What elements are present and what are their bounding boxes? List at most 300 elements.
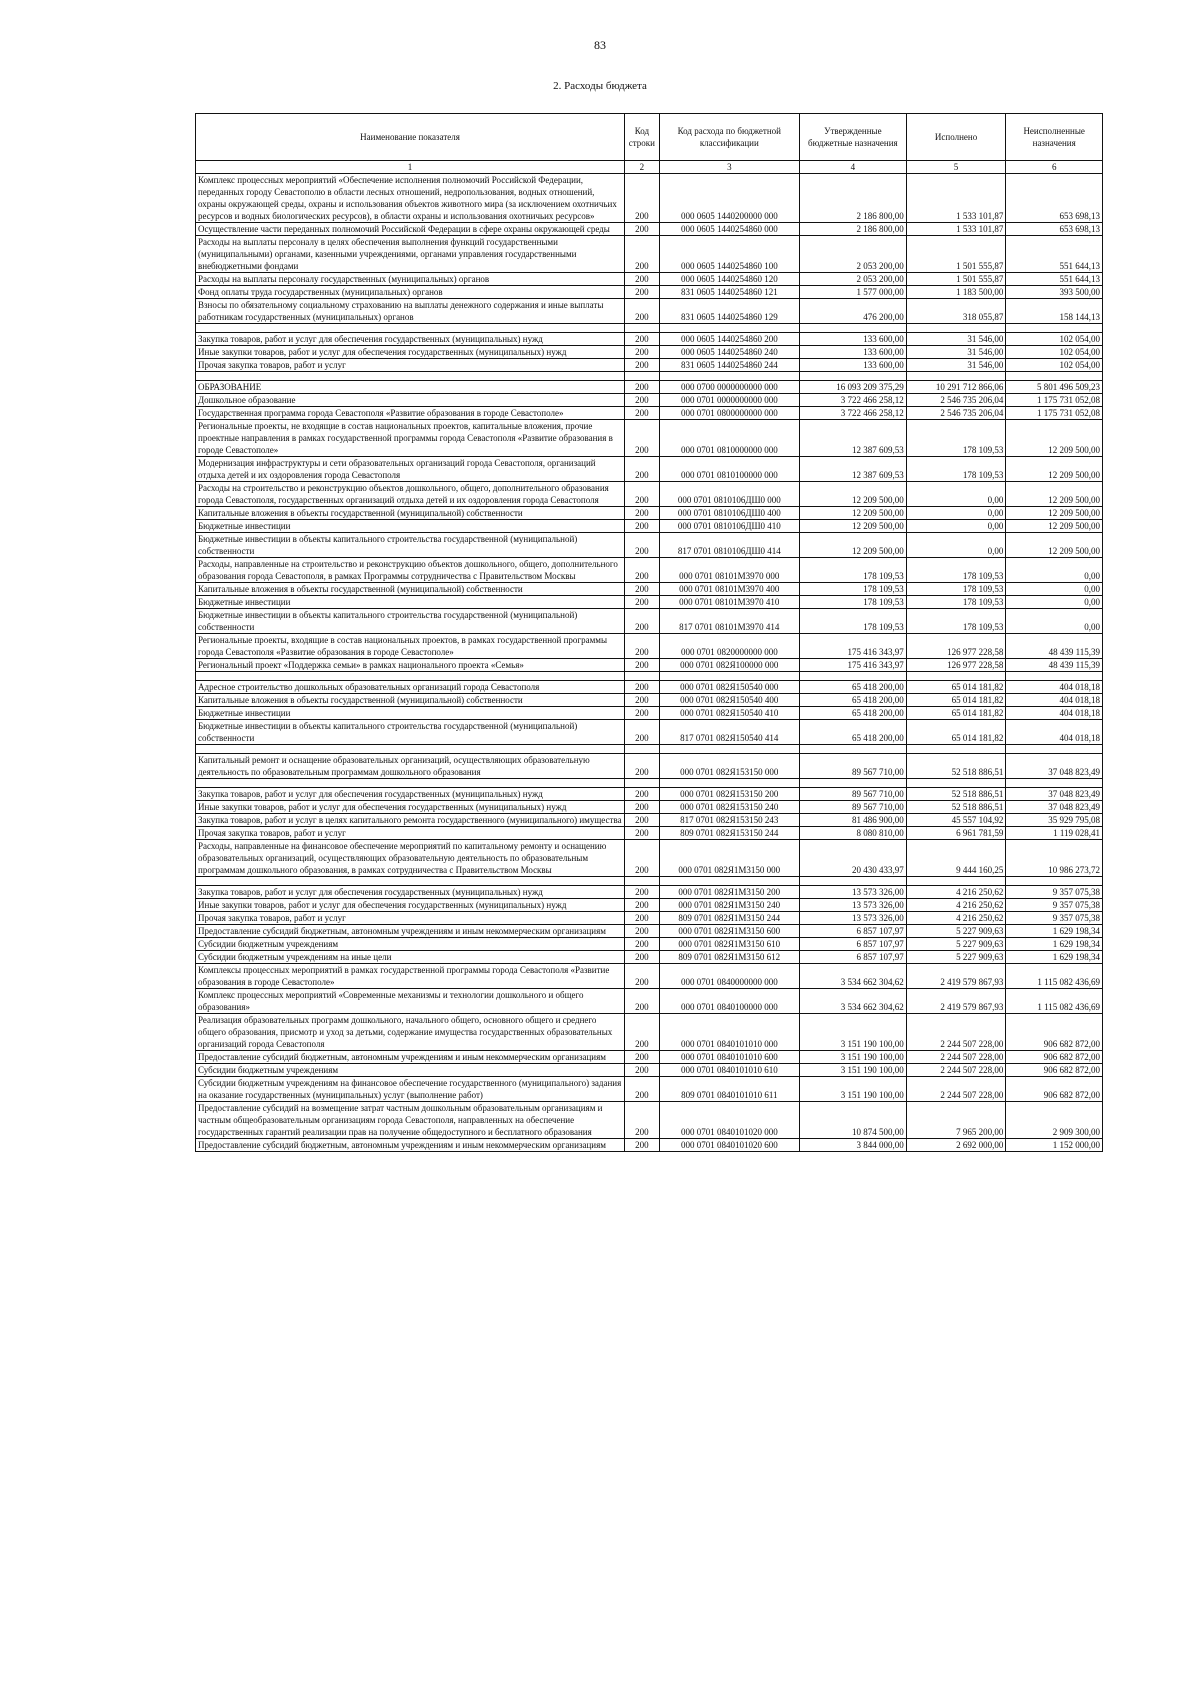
row-name: Субсидии бюджетным учреждениям [196, 1064, 625, 1077]
row-classification-code: 000 0701 082Я153150 200 [659, 788, 799, 801]
row-unexecuted-amount: 653 698,13 [1006, 223, 1103, 236]
column-header-classification: Код расхода по бюджетной классификации [659, 114, 799, 161]
row-executed-amount: 5 227 909,63 [906, 951, 1006, 964]
row-executed-amount: 178 109,53 [906, 558, 1006, 583]
row-unexecuted-amount: 404 018,18 [1006, 707, 1103, 720]
table-row [196, 286, 1103, 299]
row-approved-amount: 1 577 000,00 [799, 286, 906, 299]
row-classification-code: 000 0701 0840101010 600 [659, 1051, 799, 1064]
row-unexecuted-amount: 0,00 [1006, 558, 1103, 583]
row-executed-amount: 5 227 909,63 [906, 938, 1006, 951]
row-classification-code: 000 0701 082Я1M3150 000 [659, 840, 799, 877]
row-name: Комплекс процессных мероприятий «Обеспечение исполнения полномочий Российской Федерации, переданных городу Севастополю в области лесных отношений, недропользования, водных отношений, охраны окружающей среды, охраны и использования объектов животного мира (за исключением охотничьих ресурсов и водных биологических ресурсов), в области охраны и использования охотничьих ресурсов» [196, 174, 625, 223]
table-row [196, 457, 1103, 482]
row-name: ОБРАЗОВАНИЕ [196, 381, 625, 394]
row-name: Капитальный ремонт и оснащение образовательных организаций, осуществляющих образовательную деятельность по образовательным программам дошкольного образования [196, 754, 625, 779]
row-classification-code: 809 0701 082Я1M3150 244 [659, 912, 799, 925]
row-name: Иные закупки товаров, работ и услуг для обеспечения государственных (муниципальных) нужд [196, 801, 625, 814]
row-unexecuted-amount: 0,00 [1006, 609, 1103, 634]
row-unexecuted-amount: 102 054,00 [1006, 333, 1103, 346]
table-row [196, 333, 1103, 346]
row-classification-code: 817 0701 08101M3970 414 [659, 609, 799, 634]
row-classification-code: 000 0605 1440254860 200 [659, 333, 799, 346]
row-approved-amount: 6 857 107,97 [799, 938, 906, 951]
table-row [196, 801, 1103, 814]
row-executed-amount: 65 014 181,82 [906, 707, 1006, 720]
row-unexecuted-amount: 48 439 115,39 [1006, 659, 1103, 672]
row-classification-code: 817 0701 082Я153150 243 [659, 814, 799, 827]
row-classification-code: 000 0701 082Я153150 000 [659, 754, 799, 779]
column-number: 4 [799, 161, 906, 174]
table-row [196, 951, 1103, 964]
row-classification-code: 000 0701 0840101020 600 [659, 1139, 799, 1152]
row-approved-amount: 12 387 609,53 [799, 420, 906, 457]
table-row [196, 583, 1103, 596]
row-executed-amount: 1 501 555,87 [906, 236, 1006, 273]
row-executed-amount: 178 109,53 [906, 609, 1006, 634]
row-executed-amount: 4 216 250,62 [906, 899, 1006, 912]
row-unexecuted-amount: 1 115 082 436,69 [1006, 964, 1103, 989]
table-row [196, 394, 1103, 407]
row-name: Бюджетные инвестиции в объекты капитального строительства государственной (муниципальной) собственности [196, 720, 625, 745]
table-row [196, 420, 1103, 457]
table-row [196, 788, 1103, 801]
row-executed-amount: 2 546 735 206,04 [906, 394, 1006, 407]
table-row [196, 694, 1103, 707]
row-executed-amount: 2 419 579 867,93 [906, 989, 1006, 1014]
table-row [196, 925, 1103, 938]
row-approved-amount: 3 151 190 100,00 [799, 1077, 906, 1102]
row-unexecuted-amount: 1 175 731 052,08 [1006, 407, 1103, 420]
section-title: 2. Расходы бюджета [553, 80, 647, 92]
row-executed-amount: 318 055,87 [906, 299, 1006, 324]
table-row [196, 346, 1103, 359]
row-line-code: 200 [625, 407, 660, 420]
row-unexecuted-amount: 551 644,13 [1006, 236, 1103, 273]
row-approved-amount: 133 600,00 [799, 333, 906, 346]
row-line-code: 200 [625, 840, 660, 877]
row-line-code: 200 [625, 533, 660, 558]
row-approved-amount: 65 418 200,00 [799, 694, 906, 707]
row-approved-amount: 3 151 190 100,00 [799, 1051, 906, 1064]
row-name: Капитальные вложения в объекты государственной (муниципальной) собственности [196, 583, 625, 596]
row-executed-amount: 2 692 000,00 [906, 1139, 1006, 1152]
row-approved-amount: 178 109,53 [799, 558, 906, 583]
row-line-code: 200 [625, 814, 660, 827]
row-line-code: 200 [625, 482, 660, 507]
row-approved-amount [799, 877, 906, 886]
row-line-code: 200 [625, 1102, 660, 1139]
row-classification-code: 831 0605 1440254860 244 [659, 359, 799, 372]
row-line-code: 200 [625, 359, 660, 372]
row-classification-code: 817 0701 0810106ДШ0 414 [659, 533, 799, 558]
row-line-code [625, 745, 660, 754]
row-classification-code: 809 0701 0840101010 611 [659, 1077, 799, 1102]
row-executed-amount: 178 109,53 [906, 596, 1006, 609]
row-unexecuted-amount: 9 357 075,38 [1006, 886, 1103, 899]
row-classification-code: 000 0701 0840101020 000 [659, 1102, 799, 1139]
row-line-code: 200 [625, 1077, 660, 1102]
row-executed-amount: 126 977 228,58 [906, 634, 1006, 659]
row-unexecuted-amount: 906 682 872,00 [1006, 1014, 1103, 1051]
row-classification-code: 000 0701 0810000000 000 [659, 420, 799, 457]
row-approved-amount: 65 418 200,00 [799, 720, 906, 745]
table-row [196, 407, 1103, 420]
row-unexecuted-amount: 1 119 028,41 [1006, 827, 1103, 840]
row-executed-amount: 2 244 507 228,00 [906, 1051, 1006, 1064]
row-line-code: 200 [625, 381, 660, 394]
row-classification-code: 000 0701 0840000000 000 [659, 964, 799, 989]
table-row [196, 558, 1103, 583]
table-row [196, 223, 1103, 236]
row-executed-amount: 31 546,00 [906, 359, 1006, 372]
row-name: Предоставление субсидий на возмещение затрат частным дошкольным образовательным организациям и частным общеобразовательным организациям города Севастополя, направленных на обеспечение государственных гарантий реализации прав на получение общедоступного и бесплатного образования [196, 1102, 625, 1139]
spacer-row [196, 779, 1103, 788]
row-approved-amount: 476 200,00 [799, 299, 906, 324]
row-name: Субсидии бюджетным учреждениям на иные цели [196, 951, 625, 964]
row-line-code: 200 [625, 912, 660, 925]
table-row [196, 381, 1103, 394]
row-classification-code: 000 0701 08101M3970 410 [659, 596, 799, 609]
row-classification-code: 000 0605 1440254860 120 [659, 273, 799, 286]
column-header-code: Код строки [625, 114, 660, 161]
row-classification-code: 817 0701 082Я150540 414 [659, 720, 799, 745]
row-name [196, 779, 625, 788]
table-row [196, 482, 1103, 507]
row-approved-amount: 16 093 209 375,29 [799, 381, 906, 394]
row-name: Расходы на строительство и реконструкцию объектов дошкольного, общего, дополнительного образования города Севастополя, государственных организаций отдыха детей и их оздоровления города Севастополя [196, 482, 625, 507]
column-number: 3 [659, 161, 799, 174]
row-line-code: 200 [625, 659, 660, 672]
row-line-code: 200 [625, 174, 660, 223]
table-row [196, 273, 1103, 286]
table-row [196, 912, 1103, 925]
table-row [196, 1014, 1103, 1051]
row-classification-code: 000 0701 0000000000 000 [659, 394, 799, 407]
row-approved-amount: 175 416 343,97 [799, 659, 906, 672]
row-name: Расходы на выплаты персоналу в целях обеспечения выполнения функций государственными (муниципальными) органами, казенными учреждениями, органами управления государственными внебюджетными фондами [196, 236, 625, 273]
row-name: Прочая закупка товаров, работ и услуг [196, 912, 625, 925]
table-row [196, 1139, 1103, 1152]
row-executed-amount: 0,00 [906, 482, 1006, 507]
row-line-code [625, 372, 660, 381]
row-line-code: 200 [625, 609, 660, 634]
row-unexecuted-amount: 10 986 273,72 [1006, 840, 1103, 877]
row-line-code: 200 [625, 236, 660, 273]
row-name: Адресное строительство дошкольных образовательных организаций города Севастополя [196, 681, 625, 694]
row-executed-amount [906, 324, 1006, 333]
row-executed-amount: 178 109,53 [906, 420, 1006, 457]
table-row [196, 989, 1103, 1014]
row-name: Бюджетные инвестиции [196, 596, 625, 609]
row-name: Капитальные вложения в объекты государственной (муниципальной) собственности [196, 507, 625, 520]
row-unexecuted-amount [1006, 672, 1103, 681]
row-unexecuted-amount: 393 500,00 [1006, 286, 1103, 299]
row-executed-amount: 65 014 181,82 [906, 694, 1006, 707]
row-unexecuted-amount: 35 929 795,08 [1006, 814, 1103, 827]
row-classification-code [659, 324, 799, 333]
row-line-code: 200 [625, 801, 660, 814]
row-unexecuted-amount [1006, 372, 1103, 381]
row-name: Фонд оплаты труда государственных (муниципальных) органов [196, 286, 625, 299]
column-header-executed: Исполнено [906, 114, 1006, 161]
table-row [196, 236, 1103, 273]
column-number: 1 [196, 161, 625, 174]
row-unexecuted-amount: 906 682 872,00 [1006, 1064, 1103, 1077]
row-name [196, 324, 625, 333]
row-name: Иные закупки товаров, работ и услуг для обеспечения государственных (муниципальных) нужд [196, 346, 625, 359]
row-approved-amount: 3 844 000,00 [799, 1139, 906, 1152]
row-unexecuted-amount [1006, 779, 1103, 788]
row-approved-amount: 2 186 800,00 [799, 174, 906, 223]
row-executed-amount: 6 961 781,59 [906, 827, 1006, 840]
row-executed-amount: 2 546 735 206,04 [906, 407, 1006, 420]
spacer-row [196, 745, 1103, 754]
row-line-code: 200 [625, 827, 660, 840]
row-name: Комплексы процессных мероприятий в рамках государственной программы города Севастополя «Развитие образования в городе Севастополе» [196, 964, 625, 989]
row-executed-amount: 65 014 181,82 [906, 681, 1006, 694]
row-approved-amount [799, 779, 906, 788]
row-line-code: 200 [625, 754, 660, 779]
row-classification-code: 000 0701 082Я1M3150 240 [659, 899, 799, 912]
row-executed-amount: 45 557 104,92 [906, 814, 1006, 827]
row-unexecuted-amount: 5 801 496 509,23 [1006, 381, 1103, 394]
spacer-row [196, 372, 1103, 381]
row-classification-code: 000 0701 0810106ДШ0 400 [659, 507, 799, 520]
row-line-code: 200 [625, 634, 660, 659]
row-approved-amount: 12 209 500,00 [799, 507, 906, 520]
row-approved-amount: 13 573 326,00 [799, 912, 906, 925]
row-approved-amount: 3 722 466 258,12 [799, 407, 906, 420]
row-unexecuted-amount: 9 357 075,38 [1006, 912, 1103, 925]
table-row [196, 1064, 1103, 1077]
row-classification-code: 000 0701 0800000000 000 [659, 407, 799, 420]
row-name: Расходы, направленные на финансовое обеспечение мероприятий по капитальному ремонту и оснащению образовательных организаций, осуществляющих образовательную деятельность по образовательным программам дошкольного образования, в рамках сотрудничества с Правительством Москвы [196, 840, 625, 877]
row-executed-amount [906, 672, 1006, 681]
row-classification-code: 000 0701 0840100000 000 [659, 989, 799, 1014]
row-approved-amount: 178 109,53 [799, 609, 906, 634]
row-classification-code: 000 0701 08101M3970 400 [659, 583, 799, 596]
row-classification-code: 000 0701 0840101010 610 [659, 1064, 799, 1077]
row-approved-amount: 3 151 190 100,00 [799, 1064, 906, 1077]
row-line-code [625, 779, 660, 788]
row-name: Предоставление субсидий бюджетным, автономным учреждениям и иным некоммерческим организациям [196, 1051, 625, 1064]
row-line-code: 200 [625, 1139, 660, 1152]
row-name: Прочая закупка товаров, работ и услуг [196, 359, 625, 372]
row-executed-amount: 10 291 712 866,06 [906, 381, 1006, 394]
row-classification-code: 000 0701 082Я150540 000 [659, 681, 799, 694]
row-unexecuted-amount: 12 209 500,00 [1006, 520, 1103, 533]
row-approved-amount: 13 573 326,00 [799, 886, 906, 899]
row-classification-code [659, 779, 799, 788]
row-line-code: 200 [625, 694, 660, 707]
row-classification-code: 000 0701 082Я150540 410 [659, 707, 799, 720]
spacer-row [196, 672, 1103, 681]
row-executed-amount: 1 533 101,87 [906, 174, 1006, 223]
table-row [196, 899, 1103, 912]
row-line-code [625, 877, 660, 886]
table-row [196, 609, 1103, 634]
row-unexecuted-amount: 158 144,13 [1006, 299, 1103, 324]
row-name: Модернизация инфраструктуры и сети образовательных организаций города Севастополя, организаций отдыха детей и их оздоровления города Севастополя [196, 457, 625, 482]
row-classification-code: 831 0605 1440254860 121 [659, 286, 799, 299]
column-header-unexecuted: Неисполненные назначения [1006, 114, 1103, 161]
row-unexecuted-amount: 1 629 198,34 [1006, 938, 1103, 951]
row-executed-amount: 1 183 500,00 [906, 286, 1006, 299]
row-executed-amount: 31 546,00 [906, 333, 1006, 346]
row-line-code: 200 [625, 899, 660, 912]
table-row [196, 1102, 1103, 1139]
table-row [196, 299, 1103, 324]
row-approved-amount: 12 209 500,00 [799, 482, 906, 507]
row-classification-code: 000 0701 082Я1M3150 600 [659, 925, 799, 938]
row-name: Предоставление субсидий бюджетным, автономным учреждениям и иным некоммерческим организациям [196, 925, 625, 938]
row-unexecuted-amount: 0,00 [1006, 583, 1103, 596]
table-row [196, 707, 1103, 720]
row-classification-code: 000 0701 082Я150540 400 [659, 694, 799, 707]
row-line-code: 200 [625, 507, 660, 520]
row-line-code [625, 324, 660, 333]
row-unexecuted-amount: 12 209 500,00 [1006, 507, 1103, 520]
row-approved-amount: 178 109,53 [799, 583, 906, 596]
row-classification-code: 000 0701 0820000000 000 [659, 634, 799, 659]
row-executed-amount: 1 501 555,87 [906, 273, 1006, 286]
row-approved-amount: 3 151 190 100,00 [799, 1014, 906, 1051]
table-row [196, 886, 1103, 899]
row-name: Осуществление части переданных полномочий Российской Федерации в сфере охраны окружающей среды [196, 223, 625, 236]
table-row [196, 1077, 1103, 1102]
budget-rows [196, 174, 1103, 1152]
row-line-code [625, 672, 660, 681]
row-unexecuted-amount: 1 152 000,00 [1006, 1139, 1103, 1152]
row-approved-amount: 65 418 200,00 [799, 681, 906, 694]
row-name: Региональный проект «Поддержка семьи» в рамках национального проекта «Семья» [196, 659, 625, 672]
row-classification-code: 809 0701 082Я153150 244 [659, 827, 799, 840]
row-line-code: 200 [625, 558, 660, 583]
row-approved-amount: 6 857 107,97 [799, 951, 906, 964]
row-unexecuted-amount: 404 018,18 [1006, 681, 1103, 694]
row-approved-amount: 2 053 200,00 [799, 236, 906, 273]
row-executed-amount [906, 877, 1006, 886]
row-approved-amount: 3 534 662 304,62 [799, 989, 906, 1014]
table-row [196, 596, 1103, 609]
table-row [196, 634, 1103, 659]
row-unexecuted-amount: 1 629 198,34 [1006, 925, 1103, 938]
row-executed-amount: 2 419 579 867,93 [906, 964, 1006, 989]
table-row [196, 659, 1103, 672]
table-row [196, 174, 1103, 223]
row-name: Государственная программа города Севастополя «Развитие образования в городе Севастополе» [196, 407, 625, 420]
row-classification-code [659, 745, 799, 754]
row-unexecuted-amount: 1 629 198,34 [1006, 951, 1103, 964]
row-classification-code: 000 0701 08101M3970 000 [659, 558, 799, 583]
row-line-code: 200 [625, 1051, 660, 1064]
column-number: 6 [1006, 161, 1103, 174]
row-line-code: 200 [625, 273, 660, 286]
row-name: Бюджетные инвестиции в объекты капитального строительства государственной (муниципальной) собственности [196, 533, 625, 558]
row-approved-amount: 8 080 810,00 [799, 827, 906, 840]
row-line-code: 200 [625, 681, 660, 694]
row-line-code: 200 [625, 788, 660, 801]
row-line-code: 200 [625, 223, 660, 236]
spacer-row [196, 877, 1103, 886]
row-approved-amount: 3 722 466 258,12 [799, 394, 906, 407]
row-line-code: 200 [625, 520, 660, 533]
row-unexecuted-amount: 404 018,18 [1006, 720, 1103, 745]
row-executed-amount: 4 216 250,62 [906, 886, 1006, 899]
table-row [196, 814, 1103, 827]
row-approved-amount: 6 857 107,97 [799, 925, 906, 938]
row-classification-code: 000 0701 0810100000 000 [659, 457, 799, 482]
row-name: Расходы, направленные на строительство и реконструкцию объектов дошкольного, общего, дополнительного образования города Севастополя, в рамках Программы сотрудничества с Правительством Москвы [196, 558, 625, 583]
row-executed-amount: 52 518 886,51 [906, 801, 1006, 814]
row-name [196, 372, 625, 381]
row-unexecuted-amount: 12 209 500,00 [1006, 482, 1103, 507]
row-approved-amount: 133 600,00 [799, 346, 906, 359]
row-unexecuted-amount: 12 209 500,00 [1006, 457, 1103, 482]
row-name [196, 877, 625, 886]
row-classification-code: 000 0605 1440200000 000 [659, 174, 799, 223]
table-row [196, 359, 1103, 372]
row-name: Комплекс процессных мероприятий «Современные механизмы и технологии дошкольного и общего образования» [196, 989, 625, 1014]
row-name: Прочая закупка товаров, работ и услуг [196, 827, 625, 840]
row-unexecuted-amount: 12 209 500,00 [1006, 420, 1103, 457]
row-line-code: 200 [625, 951, 660, 964]
row-name: Региональные проекты, не входящие в состав национальных проектов, капитальные вложения, прочие проектные направления в рамках государственной программы города Севастополя «Развитие образования в городе Севастополе» [196, 420, 625, 457]
row-approved-amount [799, 672, 906, 681]
row-approved-amount: 2 053 200,00 [799, 273, 906, 286]
row-name: Взносы по обязательному социальному страхованию на выплаты денежного содержания и иные выплаты работникам государственных (муниципальных) органов [196, 299, 625, 324]
row-line-code: 200 [625, 1014, 660, 1051]
row-executed-amount [906, 372, 1006, 381]
row-name: Бюджетные инвестиции [196, 520, 625, 533]
row-executed-amount: 0,00 [906, 520, 1006, 533]
row-unexecuted-amount: 906 682 872,00 [1006, 1051, 1103, 1064]
column-header-approved: Утвержденные бюджетные назначения [799, 114, 906, 161]
column-header-name: Наименование показателя [196, 114, 625, 161]
row-executed-amount: 178 109,53 [906, 583, 1006, 596]
row-name: Закупка товаров, работ и услуг для обеспечения государственных (муниципальных) нужд [196, 333, 625, 346]
row-line-code: 200 [625, 346, 660, 359]
page-number: 83 [594, 38, 606, 52]
row-approved-amount: 89 567 710,00 [799, 754, 906, 779]
row-approved-amount: 89 567 710,00 [799, 788, 906, 801]
row-unexecuted-amount: 102 054,00 [1006, 359, 1103, 372]
table-row [196, 520, 1103, 533]
row-name: Расходы на выплаты персоналу государственных (муниципальных) органов [196, 273, 625, 286]
row-executed-amount: 52 518 886,51 [906, 788, 1006, 801]
row-executed-amount: 52 518 886,51 [906, 754, 1006, 779]
table-row [196, 754, 1103, 779]
row-line-code: 200 [625, 583, 660, 596]
row-line-code: 200 [625, 964, 660, 989]
row-line-code: 200 [625, 1064, 660, 1077]
column-number: 5 [906, 161, 1006, 174]
row-unexecuted-amount: 12 209 500,00 [1006, 533, 1103, 558]
row-classification-code: 000 0701 082Я1M3150 200 [659, 886, 799, 899]
row-unexecuted-amount: 102 054,00 [1006, 346, 1103, 359]
row-classification-code: 000 0605 1440254860 100 [659, 236, 799, 273]
row-classification-code: 831 0605 1440254860 129 [659, 299, 799, 324]
row-unexecuted-amount: 906 682 872,00 [1006, 1077, 1103, 1102]
row-executed-amount: 1 533 101,87 [906, 223, 1006, 236]
row-classification-code: 809 0701 082Я1M3150 612 [659, 951, 799, 964]
row-approved-amount [799, 745, 906, 754]
row-name: Субсидии бюджетным учреждениям [196, 938, 625, 951]
row-classification-code: 000 0701 0810106ДШ0 000 [659, 482, 799, 507]
table-row [196, 1051, 1103, 1064]
row-unexecuted-amount: 653 698,13 [1006, 174, 1103, 223]
